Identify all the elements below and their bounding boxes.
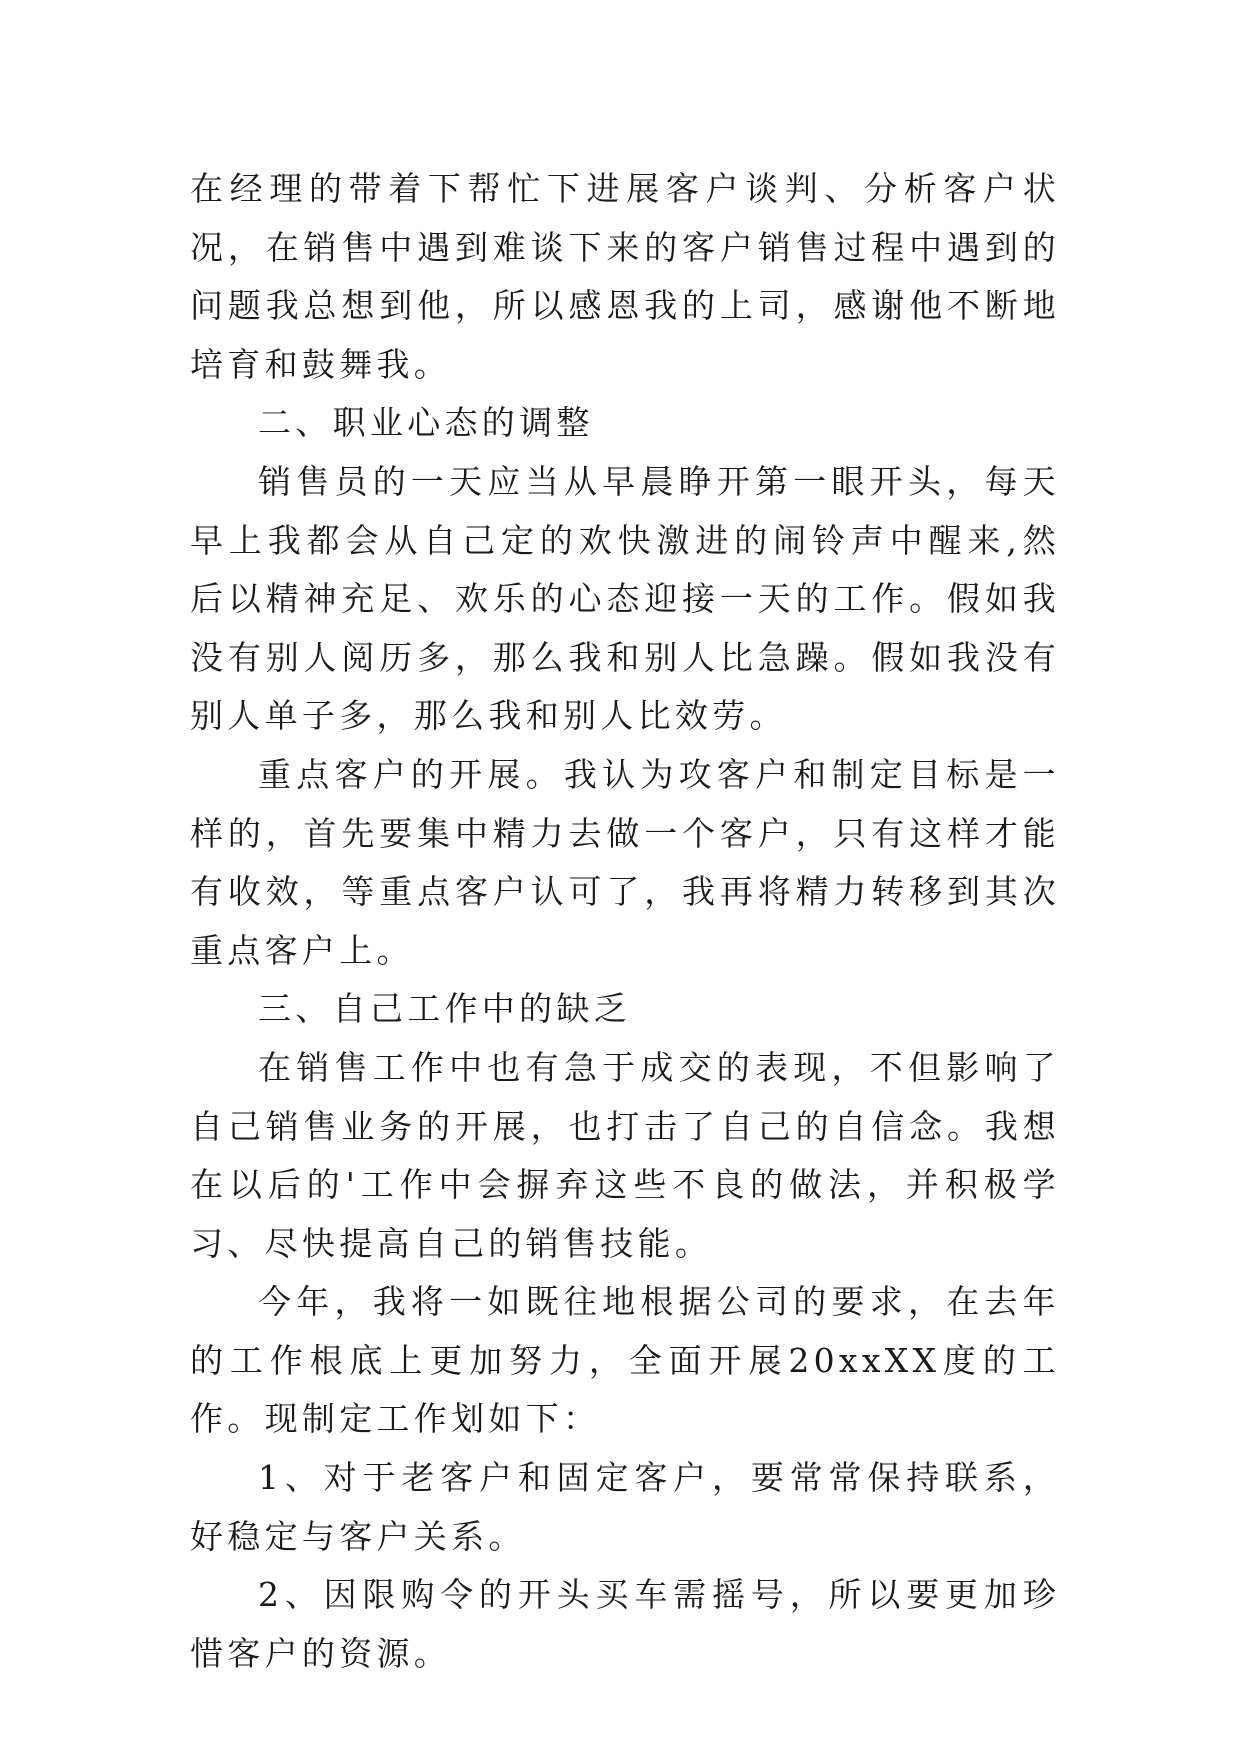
paragraph-4: 重点客户的开展。我认为攻客户和制定目标是一样的，首先要集中精力去做一个客户，只有这样才能有收效，等重点客户认可了，我再将精力转移到其次重点客户上。 xyxy=(190,754,1060,970)
paragraph-3: 销售员的一天应当从早晨睁开第一眼开头，每天早上我都会从自己定的欢快激进的闹铃声中醒来,然后以精神充足、欢乐的心态迎接一天的工作。假如我没有别人阅历多，那么我和别人比急躁。假如我没有别人单子多，那么我和别人比效劳。 xyxy=(190,461,1060,736)
list-item-2: 2、因限购令的开头买车需摇号，所以要更加珍惜客户的资源。 xyxy=(190,1575,1060,1673)
paragraph-1: 在经理的带着下帮忙下进展客户谈判、分析客户状况，在销售中遇到难谈下来的客户销售过程中遇到的问题我总想到他，所以感恩我的上司，感谢他不断地培育和鼓舞我。 xyxy=(190,169,1060,384)
list-item-1: 1、对于老客户和固定客户，要常常保持联系，好稳定与客户关系。 xyxy=(190,1458,1060,1556)
section-heading-5: 三、自己工作中的缺乏 xyxy=(258,989,631,1029)
document-body xyxy=(190,160,1060,1683)
section-heading-2: 二、职业心态的调整 xyxy=(258,403,594,443)
paragraph-7: 今年，我将一如既往地根据公司的要求，在去年的工作根底上更加努力，全面开展20xxXX度的工作。现制定工作划如下： xyxy=(190,1282,1060,1439)
paragraph-6: 在销售工作中也有急于成交的表现，不但影响了自己销售业务的开展，也打击了自己的自信念。我想在以后的'工作中会摒弃这些不良的做法，并积极学习、尽快提高自己的销售技能。 xyxy=(190,1047,1060,1263)
